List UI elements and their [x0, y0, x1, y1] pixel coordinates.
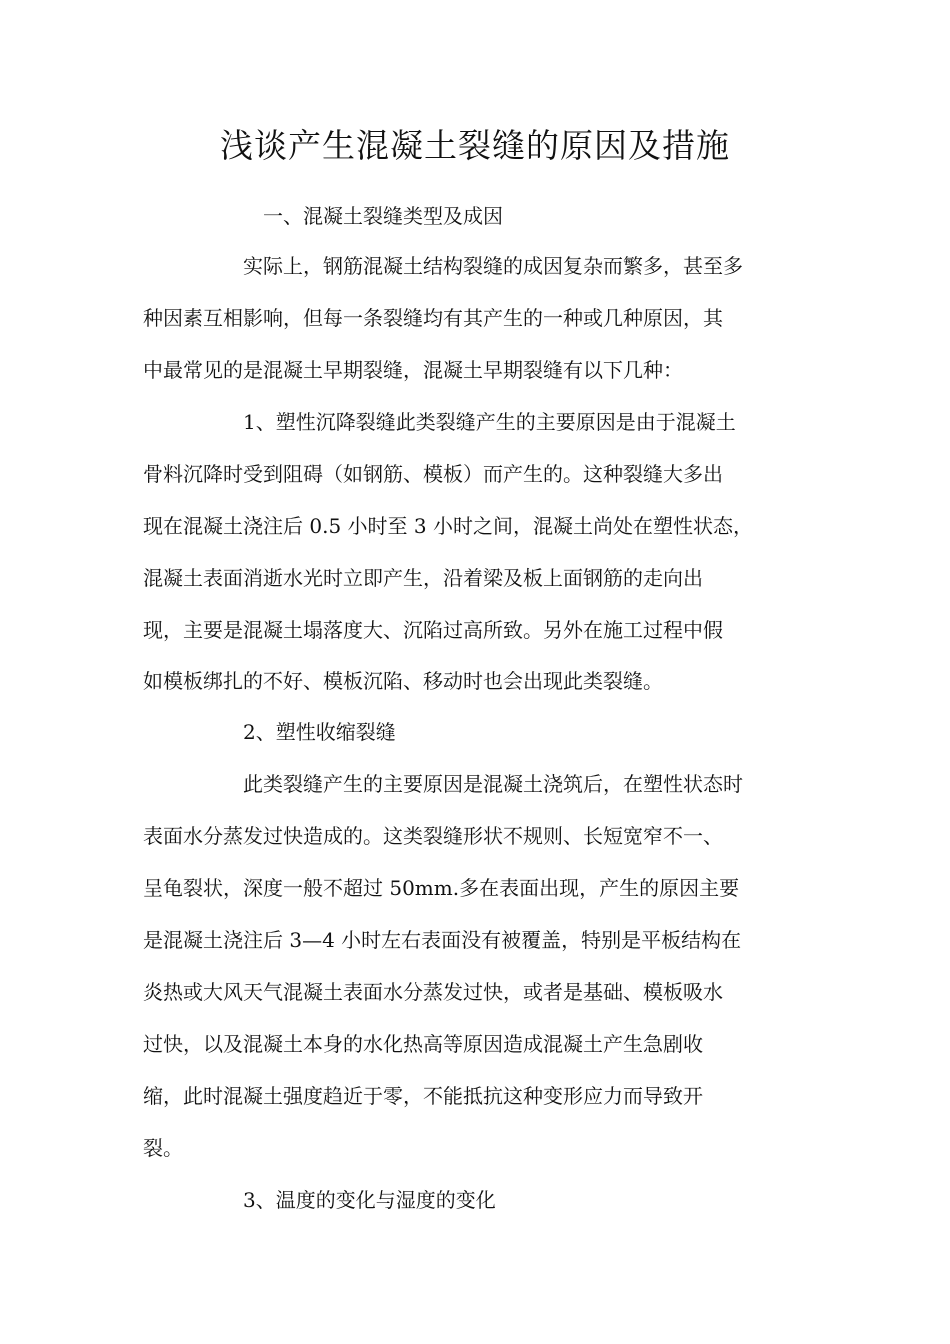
paragraph-line: 现，主要是混凝土塌落度大、沉陷过高所致。另外在施工过程中假: [143, 618, 723, 642]
paragraph-line: 此类裂缝产生的主要原因是混凝土浇筑后，在塑性状态时: [243, 772, 743, 796]
paragraph-line: 表面水分蒸发过快造成的。这类裂缝形状不规则、长短宽窄不一、: [143, 824, 723, 848]
paragraph-line: 如模板绑扎的不好、模板沉陷、移动时也会出现此类裂缝。: [143, 669, 663, 693]
paragraph-line: 种因素互相影响，但每一条裂缝均有其产生的一种或几种原因，其: [143, 306, 723, 330]
paragraph-line: 裂。: [143, 1136, 183, 1160]
paragraph-line: 炎热或大风天气混凝土表面水分蒸发过快，或者是基础、模板吸水: [143, 980, 723, 1004]
paragraph-line: 过快，以及混凝土本身的水化热高等原因造成混凝土产生急剧收: [143, 1032, 703, 1056]
paragraph-line: 现在混凝土浇注后 0.5 小时至 3 小时之间，混凝土尚处在塑性状态，: [143, 514, 753, 538]
paragraph-line: 是混凝土浇注后 3—4 小时左右表面没有被覆盖，特别是平板结构在: [143, 928, 742, 952]
subheading-line: 2、塑性收缩裂缝: [243, 720, 396, 744]
paragraph-line: 骨料沉降时受到阻碍（如钢筋、模板）而产生的。这种裂缝大多出: [143, 462, 723, 486]
document-title: 浅谈产生混凝土裂缝的原因及措施: [220, 126, 730, 165]
subheading-line: 3、温度的变化与湿度的变化: [243, 1188, 496, 1212]
paragraph-line: 混凝土表面消逝水光时立即产生，沿着梁及板上面钢筋的走向出: [143, 566, 703, 590]
paragraph-line: 实际上，钢筋混凝土结构裂缝的成因复杂而繁多，甚至多: [243, 254, 743, 278]
paragraph-line: 缩，此时混凝土强度趋近于零，不能抵抗这种变形应力而导致开: [143, 1084, 703, 1108]
section-heading: 一、混凝土裂缝类型及成因: [263, 204, 503, 228]
paragraph-line: 呈龟裂状，深度一般不超过 50mm.多在表面出现，产生的原因主要: [143, 876, 740, 900]
paragraph-line: 1、塑性沉降裂缝此类裂缝产生的主要原因是由于混凝土: [243, 410, 736, 434]
paragraph-line: 中最常见的是混凝土早期裂缝，混凝土早期裂缝有以下几种：: [143, 358, 683, 382]
